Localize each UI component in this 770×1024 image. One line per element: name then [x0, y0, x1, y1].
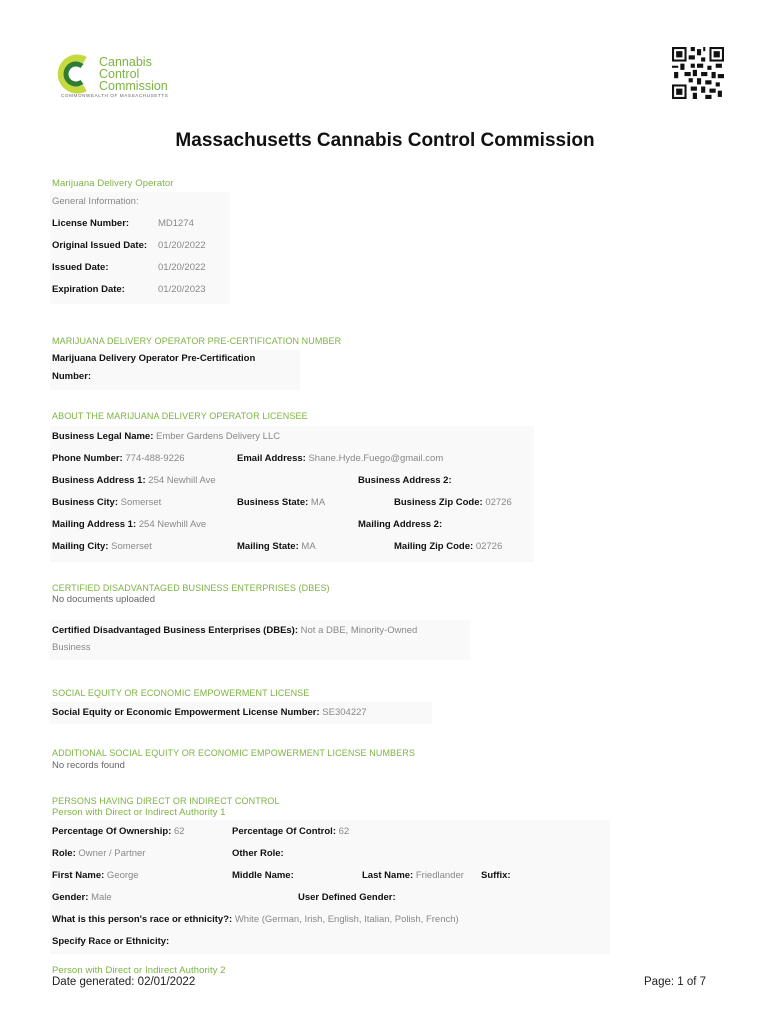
phone-value: 774-488-9226: [125, 453, 185, 464]
email-field: [237, 453, 443, 464]
mailing-city-value: Somerset: [111, 541, 152, 552]
persons-heading: PERSONS HAVING DIRECT OR INDIRECT CONTROL: [52, 796, 280, 806]
mailing-state-value: MA: [301, 541, 316, 552]
mailing-state-label: Mailing State:: [237, 541, 299, 552]
state-field: [237, 497, 325, 508]
mailing-city-label: Mailing City:: [52, 541, 109, 552]
additional-heading: ADDITIONAL SOCIAL EQUITY OR ECONOMIC EMPOWERMENT LICENSE NUMBERS: [52, 748, 415, 758]
phone-label: Phone Number:: [52, 453, 123, 464]
page-number: Page: 1 of 7: [644, 976, 707, 988]
email-value: Shane.Hyde.Fuego@gmail.com: [308, 453, 444, 464]
mailing-city-field: [52, 541, 152, 552]
general-info-heading: General Information:: [52, 196, 139, 207]
ownership-label: Percentage Of Ownership:: [52, 826, 172, 837]
social-equity-value: SE304227: [322, 707, 367, 718]
mailing-state-field: [237, 541, 316, 552]
address1-value: 254 Newhill Ave: [148, 475, 216, 486]
dbe-value-line2: Business: [52, 642, 91, 653]
first-name-field: [52, 870, 139, 881]
mailing-zip-value: 02726: [475, 541, 503, 552]
last-name-value: Friedlander: [415, 870, 464, 881]
original-issued-label: Original Issued Date:: [52, 240, 148, 251]
address1-label: Business Address 1:: [52, 475, 146, 486]
gender-field: [52, 892, 112, 903]
ownership-value: 62: [173, 826, 185, 837]
role-field: [52, 848, 145, 859]
person2-heading: Person with Direct or Indirect Authority 2: [52, 965, 226, 976]
last-name-field: [362, 870, 464, 881]
control-label: Percentage Of Control:: [232, 826, 336, 837]
dbe-note: No documents uploaded: [52, 594, 155, 605]
mailing-zip-label: Mailing Zip Code:: [394, 541, 474, 552]
gender-label: Gender:: [52, 892, 89, 903]
expiration-date-label: Expiration Date:: [52, 284, 125, 295]
mailing-address1-value: 254 Newhill Ave: [138, 519, 207, 530]
person1-box: [50, 820, 610, 954]
address1-field: [52, 475, 216, 486]
address2-label: Business Address 2:: [358, 475, 452, 486]
first-name-label: First Name:: [52, 870, 105, 881]
mailing-address2-label: Mailing Address 2:: [358, 519, 443, 530]
logo-mark-icon: [55, 54, 99, 94]
user-defined-gender-label: User Defined Gender:: [298, 892, 396, 903]
race-label: What is this person's race or ethnicity?:: [52, 914, 233, 925]
precert-label-line1: Marijuana Delivery Operator Pre-Certification: [52, 353, 256, 364]
license-number-value: MD1274: [158, 218, 194, 229]
last-name-label: Last Name:: [362, 870, 414, 881]
ownership-field: [52, 826, 185, 837]
issued-date-value: 01/20/2022: [158, 262, 206, 273]
role-value: Owner / Partner: [78, 848, 146, 859]
specify-race-label: Specify Race or Ethnicity:: [52, 936, 170, 947]
dbe-label: Certified Disadvantaged Business Enterprises (DBEs):: [52, 625, 299, 636]
licensee-heading: ABOUT THE MARIJUANA DELIVERY OPERATOR LICENSEE: [52, 411, 308, 421]
person1-heading: Person with Direct or Indirect Authority 1: [52, 807, 226, 818]
state-label: Business State:: [237, 497, 309, 508]
dbe-heading: CERTIFIED DISADVANTAGED BUSINESS ENTERPRISES (DBES): [52, 583, 330, 593]
control-value: 62: [338, 826, 350, 837]
precert-label-line2: Number:: [52, 371, 92, 382]
social-equity-field: [52, 707, 367, 718]
zip-value: 02726: [485, 497, 512, 508]
original-issued-value: 01/20/2022: [158, 240, 206, 251]
social-equity-heading: SOCIAL EQUITY OR ECONOMIC EMPOWERMENT LICENSE: [52, 688, 310, 698]
city-value: Somerset: [120, 497, 162, 508]
legal-name-field: [52, 431, 280, 442]
logo-line3: Commission: [99, 79, 168, 93]
legal-name-value: Ember Gardens Delivery LLC: [156, 431, 281, 442]
mailing-address1-label: Mailing Address 1:: [52, 519, 137, 530]
date-generated: Date generated: 02/01/2022: [52, 976, 196, 988]
other-role-label: Other Role:: [232, 848, 284, 859]
social-equity-label: Social Equity or Economic Empowerment License Number:: [52, 707, 320, 718]
zip-field: [394, 497, 512, 508]
state-value: MA: [310, 497, 326, 508]
race-field: [52, 914, 459, 925]
issued-date-label: Issued Date:: [52, 262, 109, 273]
license-type: Marijuana Delivery Operator: [52, 178, 174, 189]
gender-value: Male: [91, 892, 112, 903]
expiration-date-value: 01/20/2023: [158, 284, 206, 295]
qr-code-icon: [672, 47, 724, 99]
logo-line1: Cannabis: [99, 55, 152, 69]
role-label: Role:: [52, 848, 76, 859]
mailing-address1-field: [52, 519, 206, 530]
license-number-label: License Number:: [52, 218, 130, 229]
zip-label: Business Zip Code:: [394, 497, 483, 508]
city-field: [52, 497, 161, 508]
precert-heading: MARIJUANA DELIVERY OPERATOR PRE-CERTIFICATION NUMBER: [52, 336, 342, 346]
commission-logo: [55, 52, 185, 100]
phone-field: [52, 453, 185, 464]
first-name-value: George: [106, 870, 139, 881]
dbe-value-line1: Not a DBE, Minority-Owned: [300, 625, 418, 636]
additional-note: No records found: [52, 760, 125, 771]
suffix-label: Suffix:: [481, 870, 511, 881]
race-value: White (German, Irish, English, Italian, Polish, French): [234, 914, 459, 925]
logo-line2: Control: [99, 67, 140, 81]
dbe-field: [52, 625, 417, 636]
control-field: [232, 826, 349, 837]
city-label: Business City:: [52, 497, 118, 508]
legal-name-label: Business Legal Name:: [52, 431, 154, 442]
email-label: Email Address:: [237, 453, 306, 464]
logo-subtitle: COMMONWEALTH OF MASSACHUSETTS: [61, 93, 169, 98]
page-title: Massachusetts Cannabis Control Commission: [175, 130, 595, 151]
middle-name-label: Middle Name:: [232, 870, 294, 881]
mailing-zip-field: [394, 541, 502, 552]
